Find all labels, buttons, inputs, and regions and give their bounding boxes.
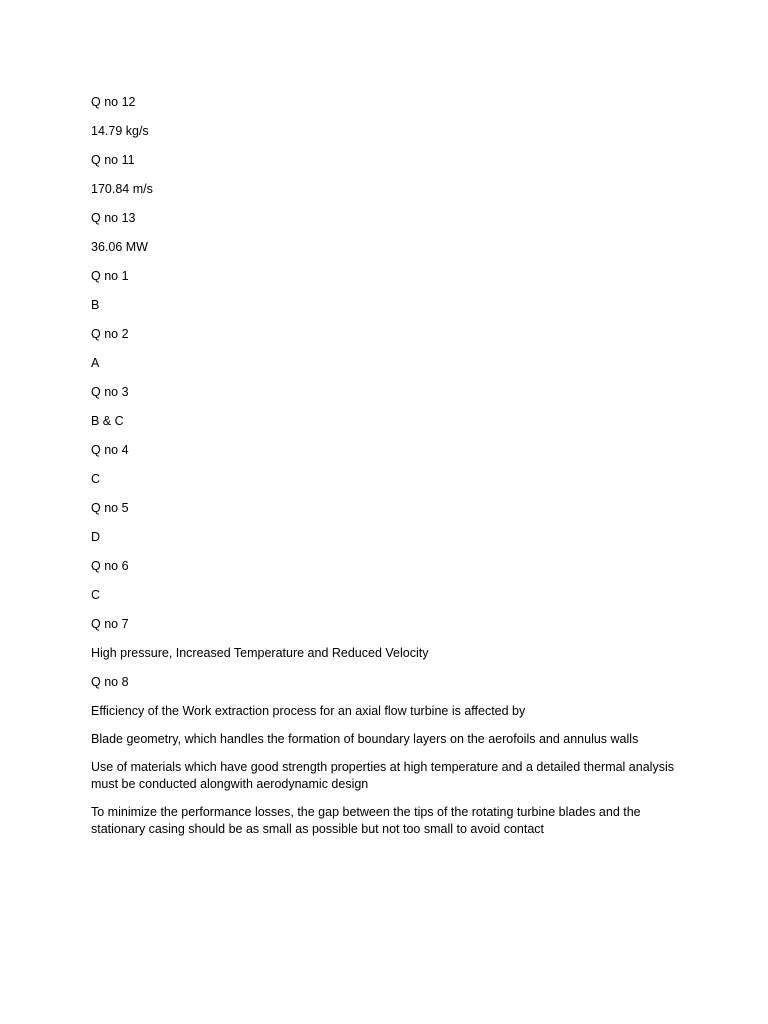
paragraph-answer-q8-materials: Use of materials which have good strength properties at high temperature and a detailed thermal analysis must be conducted alongwith aerodynamic design	[91, 760, 674, 791]
paragraph-answer-q3: B & C	[91, 414, 124, 428]
paragraph-answer-q11: 170.84 m/s	[91, 182, 153, 196]
paragraph-q3: Q no 3	[91, 385, 129, 399]
paragraph-q13: Q no 13	[91, 211, 136, 225]
paragraph-q6: Q no 6	[91, 559, 129, 573]
paragraph-answer-q4: C	[91, 472, 101, 486]
paragraph-q7: Q no 7	[91, 617, 129, 631]
document-page	[91, 94, 691, 849]
paragraph-answer-q7: High pressure, Increased Temperature and Reduced Velocity	[91, 646, 429, 660]
paragraph-answer-q6: C	[91, 588, 101, 602]
paragraph-q2: Q no 2	[91, 327, 129, 341]
paragraph-answer-q8-tip-clearance: To minimize the performance losses, the gap between the tips of the rotating turbine blades and the stationary casing should be as small as possible but not too small to avoid contact	[91, 805, 641, 836]
paragraph-answer-q8-blade-geometry: Blade geometry, which handles the formation of boundary layers on the aerofoils and annulus walls	[91, 732, 639, 746]
paragraph-q1: Q no 1	[91, 269, 129, 283]
paragraph-answer-q13: 36.06 MW	[91, 240, 148, 254]
paragraph-answer-q8-intro: Efficiency of the Work extraction process for an axial flow turbine is affected by	[91, 704, 526, 718]
paragraph-q5: Q no 5	[91, 501, 129, 515]
paragraph-answer-q2: A	[91, 356, 100, 370]
paragraph-answer-q12: 14.79 kg/s	[91, 124, 149, 138]
paragraph-answer-q1: B	[91, 298, 100, 312]
paragraph-q8: Q no 8	[91, 675, 129, 689]
paragraph-answer-q5: D	[91, 530, 101, 544]
paragraph-q4: Q no 4	[91, 443, 129, 457]
paragraph-q12: Q no 12	[91, 95, 136, 109]
paragraph-q11: Q no 11	[91, 153, 135, 167]
